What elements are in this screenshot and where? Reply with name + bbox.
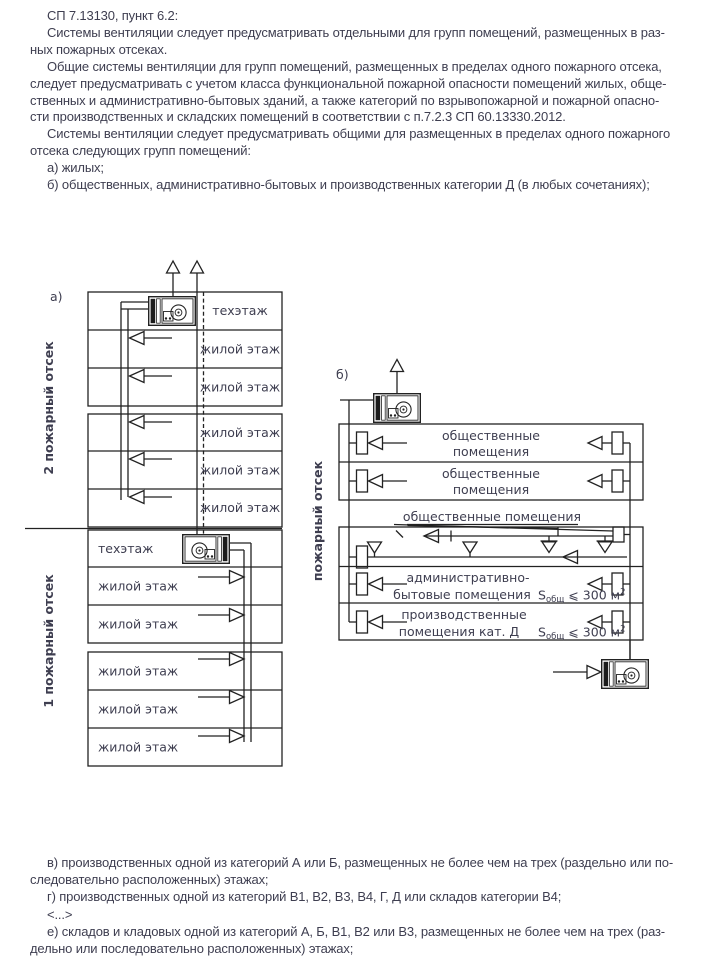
diffuser-icon bbox=[368, 542, 382, 557]
compartment-1-label: 1 пожарный отсек bbox=[41, 574, 56, 708]
floor-label: жилой этаж bbox=[199, 379, 281, 395]
roof-exhaust-arrow-icon bbox=[391, 360, 404, 372]
compartment-label: пожарный отсек bbox=[310, 460, 325, 582]
b-roof-fan bbox=[340, 360, 420, 423]
floor-label: жилой этаж bbox=[199, 341, 281, 357]
room-label: общественные bbox=[442, 428, 540, 443]
floor-label: жилой этаж bbox=[98, 739, 179, 755]
text-line: <...> bbox=[47, 906, 73, 922]
text-line: е) складов и кладовых одной из категорий А, Б, В1, В2 или В3, размещенных не более чем на трех (раз- bbox=[47, 923, 665, 939]
floor-label: техэтаж bbox=[212, 303, 268, 318]
area-limit-label bbox=[538, 625, 626, 643]
diagram-b-label: б) bbox=[336, 367, 349, 382]
text-line: ственных и административно-бытовых зданий, а также категорий по взрывопожарной и пожарной опасно- bbox=[30, 92, 660, 108]
floor-label: техэтаж bbox=[98, 541, 154, 556]
diagram-a bbox=[25, 261, 282, 766]
text-line: дельно или последовательно расположенных) этажах; bbox=[30, 941, 354, 957]
b-bottom-fan bbox=[553, 640, 648, 688]
room-label: помещения bbox=[452, 482, 530, 497]
text-line: б) общественных, административно-бытовых и производственных категории Д (в любых сочетаниях); bbox=[47, 177, 650, 193]
text-line: а) жилых; bbox=[47, 160, 104, 176]
floor-label: жилой этаж bbox=[98, 663, 179, 679]
text-line: сти производственных и складских помещений в соответствии с п.7.2.3 СП 60.13330.2012. bbox=[30, 109, 566, 125]
room-label: общественные помещения bbox=[402, 509, 582, 524]
area-mid: ⩽ 300 м bbox=[564, 587, 621, 603]
diffuser-icon bbox=[463, 542, 477, 557]
text-line: ных пожарных отсеках. bbox=[30, 41, 168, 57]
room-label: помещения кат. Д bbox=[398, 624, 520, 639]
floor-label: жилой этаж bbox=[199, 500, 281, 515]
diagram-b bbox=[310, 360, 648, 689]
text-line: Системы вентиляции следует предусматривать отдельными для групп помещений, размещенных в раз- bbox=[47, 24, 665, 40]
room-label: общественные bbox=[442, 466, 540, 481]
area-sub: общ bbox=[545, 632, 565, 642]
floor-label: жилой этаж bbox=[199, 425, 281, 440]
text-line: следует предусматривать с учетом класса функциональной пожарной опасности помещений жилых, обще- bbox=[30, 75, 667, 91]
diffuser-icon bbox=[597, 536, 614, 553]
floor-branch-arrows-lower bbox=[198, 571, 244, 743]
corridor-row bbox=[368, 525, 628, 564]
text-line: отсека следующих групп помещений: bbox=[30, 143, 251, 159]
floor-label: жилой этаж bbox=[98, 578, 179, 594]
diagram-a-label: а) bbox=[50, 289, 63, 304]
lower-fan bbox=[183, 535, 230, 564]
floor-label: жилой этаж bbox=[98, 701, 179, 717]
room-label: помещения bbox=[452, 444, 530, 459]
area-s: S bbox=[538, 587, 546, 603]
diffuser-icon bbox=[541, 536, 558, 553]
public-premises-callout bbox=[403, 509, 581, 525]
room-label: административно- bbox=[406, 570, 530, 585]
text-line: Общие системы вентиляции для групп помещений, размещенных в пределах одного пожарного отсека, bbox=[47, 58, 662, 74]
text-line: г) производственных одной из категорий В1, В2, В3, В4, Г, Д или складов категории В4; bbox=[47, 889, 562, 905]
floor-label: жилой этаж bbox=[199, 462, 281, 478]
text-line: СП 7.13130, пункт 6.2: bbox=[47, 8, 179, 23]
compartment-2-label: 2 пожарный отсек bbox=[41, 341, 56, 475]
area-sup: 2 bbox=[620, 624, 626, 635]
floor-label: жилой этаж bbox=[98, 616, 179, 632]
text-line: в) производственных одной из категорий А или Б, размещенных не более чем на трех (раздельно или по- bbox=[47, 855, 673, 870]
area-limit-label bbox=[538, 588, 626, 606]
room-label: бытовые помещения bbox=[393, 587, 531, 602]
area-sup: 2 bbox=[620, 587, 626, 598]
room-label: производственные bbox=[401, 607, 527, 622]
text-line: следовательно расположенных) этажах; bbox=[30, 872, 269, 888]
floor-branch-arrows-upper bbox=[130, 332, 173, 504]
area-mid: ⩽ 300 м bbox=[564, 624, 621, 640]
area-s: S bbox=[538, 624, 546, 640]
upper-fan bbox=[149, 261, 196, 325]
area-sub: общ bbox=[545, 595, 565, 605]
roof-exhaust-arrow-icon bbox=[191, 261, 204, 273]
upper-exhaust-riser bbox=[121, 302, 172, 504]
roof-exhaust-arrow-icon bbox=[167, 261, 180, 273]
footer-paragraphs bbox=[30, 854, 673, 957]
text-line: Системы вентиляции следует предусматривать общими для размещенных в пределах одного пожарного bbox=[47, 126, 671, 142]
